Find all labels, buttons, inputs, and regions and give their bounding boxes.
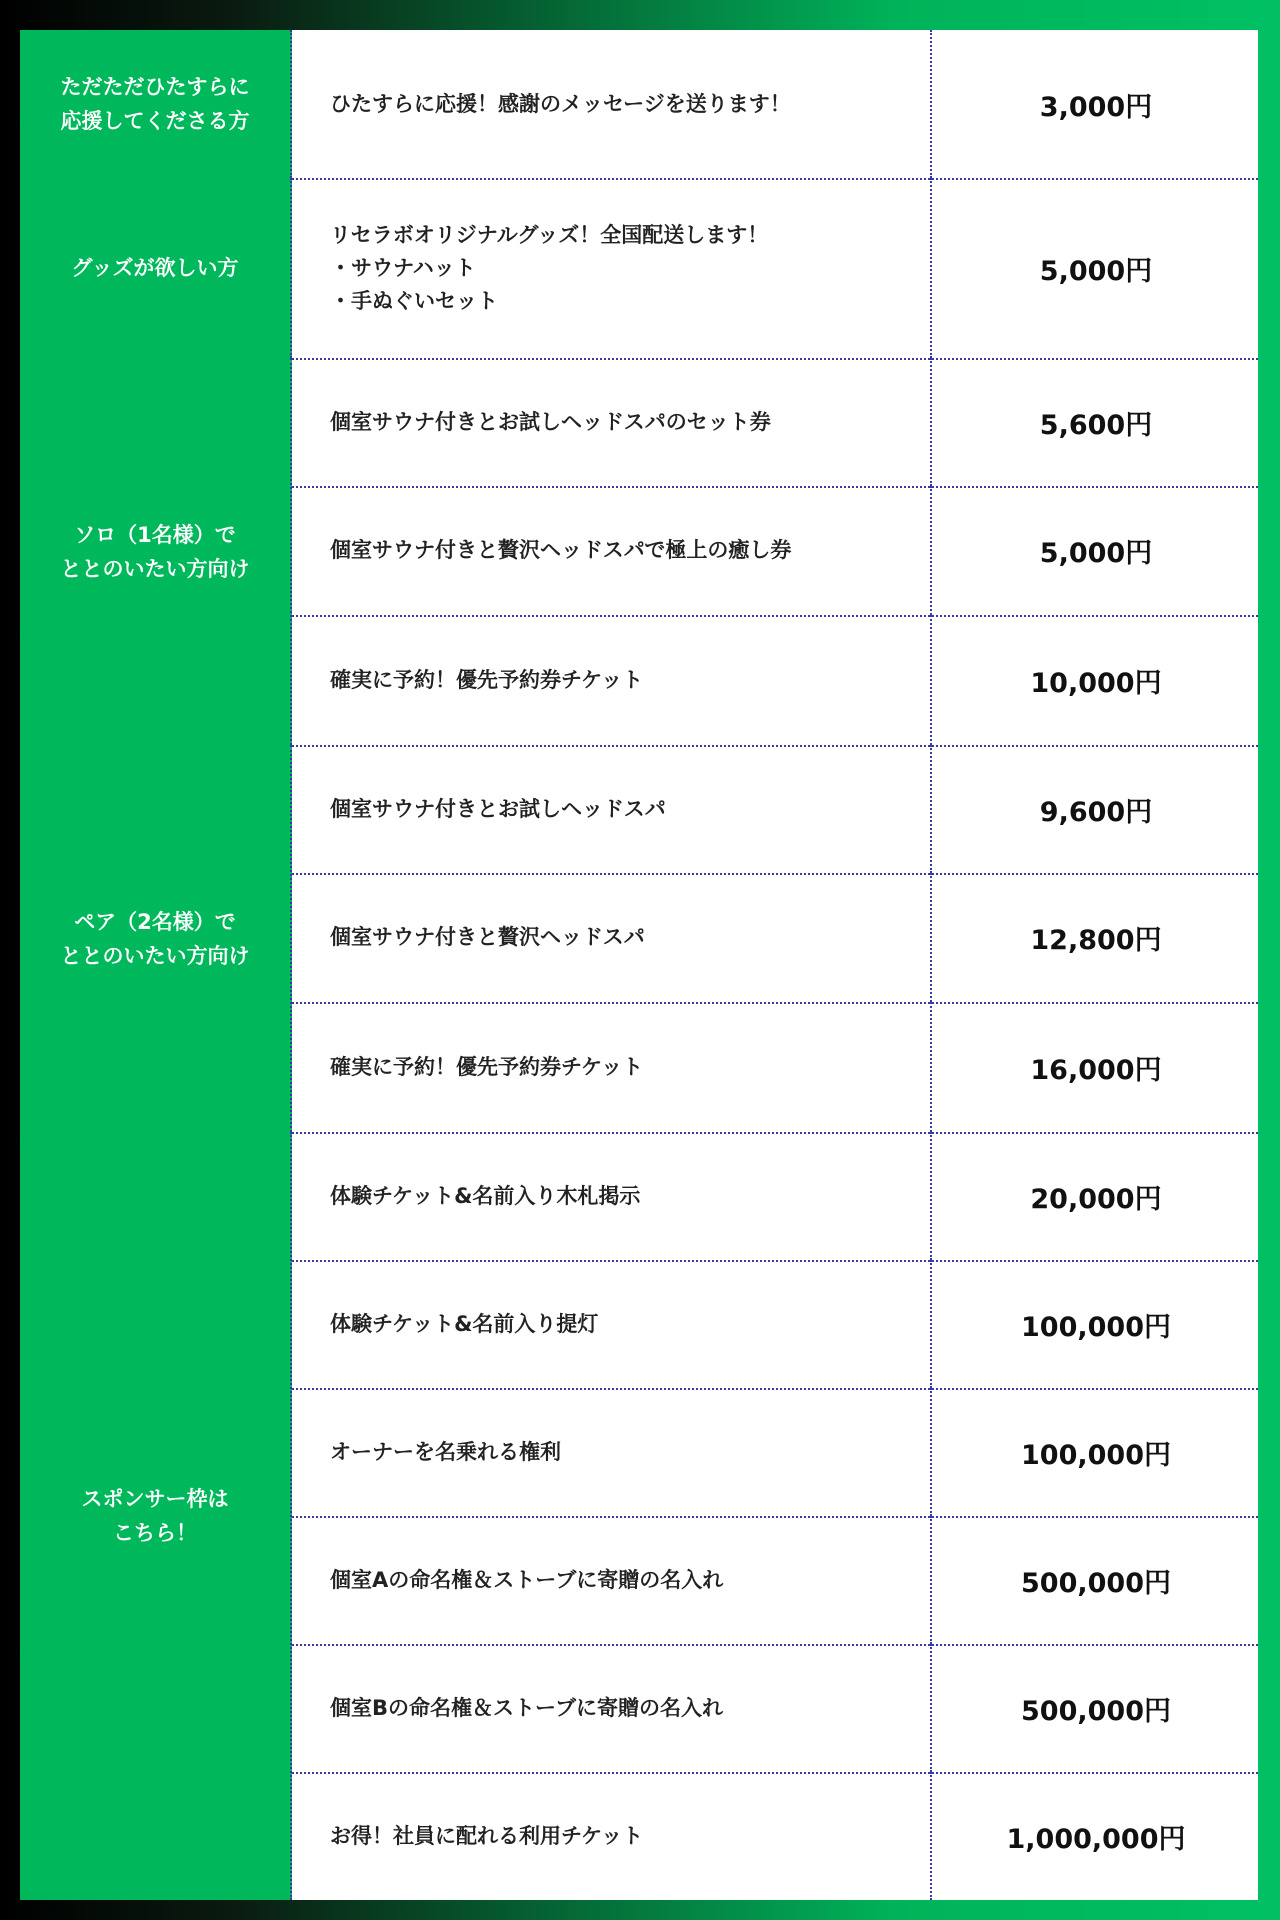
- plan-price: 5,600円: [1039, 409, 1153, 441]
- plan-description: リセラボオリジナルグッズ！全国配送します！ ・サウナハット ・手ぬぐいセット: [292, 178, 932, 358]
- plan-row[interactable]: [292, 358, 1258, 488]
- plan-group: [20, 178, 1258, 360]
- category-label: ペア（2名様）で ととのいたい方向け: [20, 745, 292, 1132]
- plan-description: 個室Aの命名権＆ストーブに寄贈の名入れ: [292, 1516, 932, 1644]
- plan-group: [20, 30, 1258, 180]
- plan-price: 5,000円: [1039, 255, 1153, 287]
- plan-row[interactable]: [292, 178, 1258, 358]
- plan-row[interactable]: [292, 486, 1258, 617]
- plan-row[interactable]: [292, 873, 1258, 1004]
- plan-group: [20, 1132, 1258, 1900]
- category-label: グッズが欲しい方: [20, 178, 292, 358]
- plan-price: 5,000円: [1039, 538, 1153, 569]
- plan-description: 体験チケット&名前入り提灯: [292, 1260, 932, 1388]
- plan-group: [20, 358, 1258, 747]
- plan-description: 確実に予約！優先予約券チケット: [292, 1002, 932, 1132]
- plan-description: オーナーを名乗れる権利: [292, 1388, 932, 1516]
- plan-description: 個室Bの命名権＆ストーブに寄贈の名入れ: [292, 1644, 932, 1772]
- plan-description: 個室サウナ付きとお試しヘッドスパ: [292, 745, 932, 873]
- plan-rows: [292, 1132, 1258, 1900]
- plan-price: 9,600円: [1039, 796, 1153, 828]
- plan-row[interactable]: [292, 30, 1258, 178]
- plan-row[interactable]: [292, 1772, 1258, 1900]
- plan-row[interactable]: [292, 1260, 1258, 1390]
- plan-row[interactable]: [292, 745, 1258, 875]
- plan-row[interactable]: [292, 1132, 1258, 1262]
- category-label: スポンサー枠は こちら！: [20, 1132, 292, 1900]
- plan-price: 12,800円: [1030, 925, 1162, 956]
- plan-price: 100,000円: [1021, 1439, 1171, 1471]
- plan-row[interactable]: [292, 1002, 1258, 1132]
- plan-row[interactable]: [292, 1644, 1258, 1774]
- plan-price: 500,000円: [1021, 1695, 1171, 1727]
- plan-description: 確実に予約！優先予約券チケット: [292, 615, 932, 745]
- plan-price: 1,000,000円: [1006, 1823, 1186, 1855]
- plan-row[interactable]: [292, 1388, 1258, 1518]
- plan-description: 個室サウナ付きと贅沢ヘッドスパ: [292, 873, 932, 1002]
- category-label: ただただひたすらに 応援してくださる方: [20, 30, 292, 178]
- plan-description: 個室サウナ付きとお試しヘッドスパのセット券: [292, 358, 932, 486]
- plan-price: 3,000円: [1039, 91, 1153, 123]
- plan-row[interactable]: [292, 1516, 1258, 1646]
- pricing-table: [20, 30, 1258, 1900]
- category-label: ソロ（1名様）で ととのいたい方向け: [20, 358, 292, 745]
- plan-description: 体験チケット&名前入り木札掲示: [292, 1132, 932, 1260]
- plan-price: 100,000円: [1021, 1311, 1171, 1343]
- plan-rows: [292, 178, 1258, 358]
- plan-rows: [292, 745, 1258, 1132]
- plan-price: 10,000円: [1030, 667, 1162, 699]
- plan-description: 個室サウナ付きと贅沢ヘッドスパで極上の癒し券: [292, 486, 932, 615]
- plan-description: ひたすらに応援！感謝のメッセージを送ります！: [292, 30, 932, 178]
- plan-row[interactable]: [292, 615, 1258, 745]
- plan-price: 500,000円: [1021, 1567, 1171, 1599]
- plan-price: 16,000円: [1030, 1054, 1162, 1086]
- plan-price: 20,000円: [1030, 1183, 1162, 1215]
- plan-group: [20, 745, 1258, 1134]
- plan-rows: [292, 358, 1258, 745]
- plan-rows: [292, 30, 1258, 178]
- plan-description: お得！社員に配れる利用チケット: [292, 1772, 932, 1900]
